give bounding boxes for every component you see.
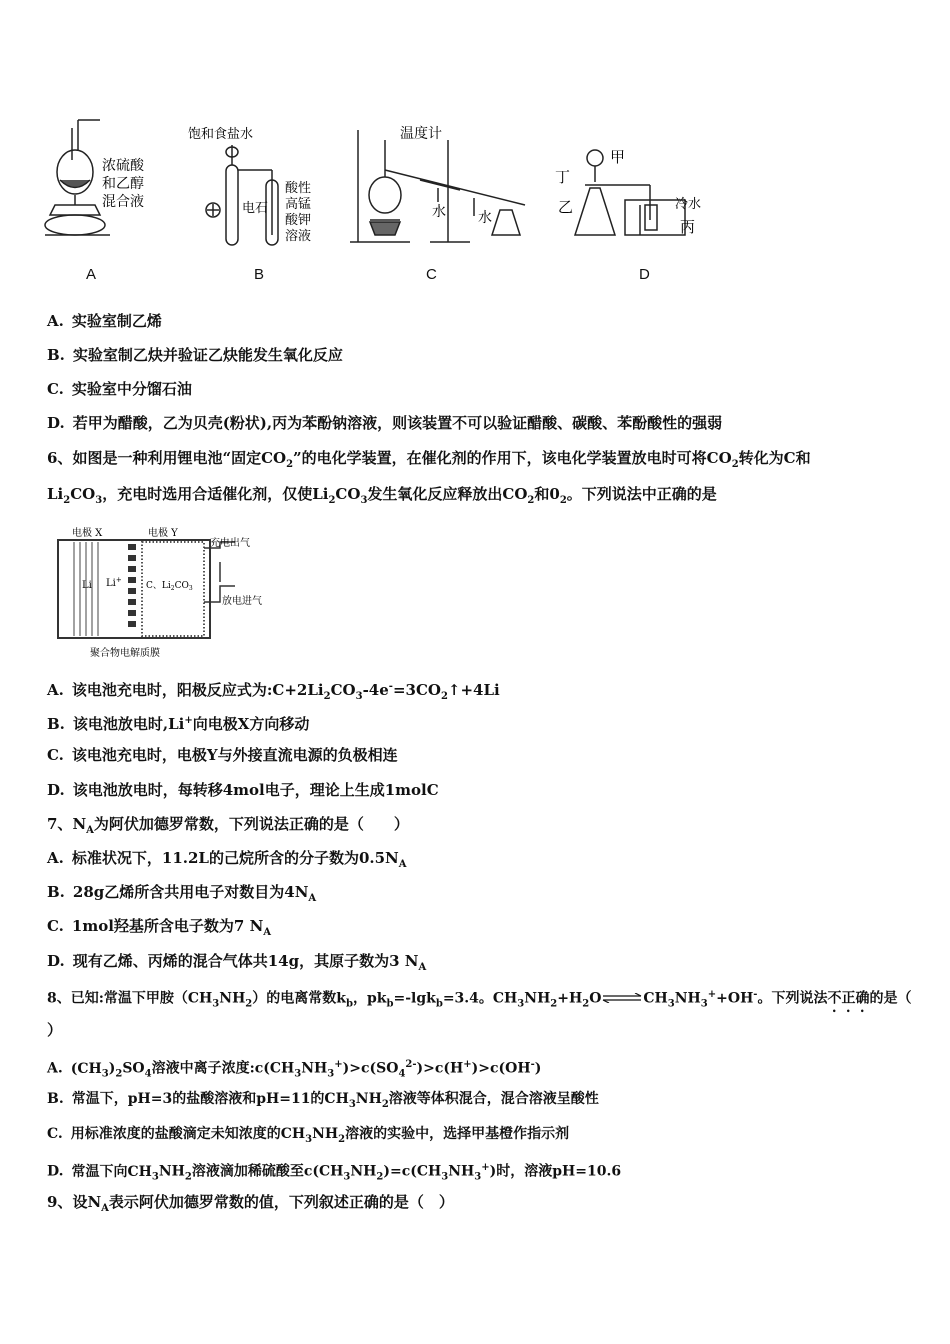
d-yi-label: 乙	[558, 198, 574, 216]
emphasis-not-correct: 不正确	[827, 990, 870, 1007]
q6-option-b: B. 该电池放电时,Li+向电极X方向移动	[47, 715, 310, 733]
c-thermo-label: 温度计	[400, 126, 442, 142]
q5-option-a: A. 实验室制乙烯	[47, 312, 162, 330]
d-ding-label: 丁	[555, 168, 571, 186]
q8-option-a: A. $(CH_3)_2SO_4$溶液中离子浓度$:c(CH_3NH_3^+)>c(SO_4^{2-})>c(H^+)>c(OH^-)$	[47, 1059, 542, 1080]
electrode-x-label: 电极 X	[72, 528, 103, 539]
discharge-in-label: 放电进气	[222, 596, 262, 607]
b-right-2: 高锰	[285, 197, 312, 212]
li-ion-label: Li+	[106, 576, 122, 589]
q5-option-d: D. 若甲为醋酸，乙为贝壳(粉状),丙为苯酚钠溶液，则该装置不可以验证醋酸、碳酸、苯酚酸性的强弱	[47, 414, 723, 432]
b-right-3: 酸钾	[285, 213, 312, 228]
fig-label-a: A	[86, 266, 97, 283]
fig-label-d: D	[639, 266, 650, 283]
q7-option-d: D. 现有乙烯、丙烯的混合气体共14g，其原子数为3 $N_A$	[47, 952, 427, 973]
q7-option-b: B. 28g乙烯所含共用电子对数目为$4N_A$	[47, 883, 317, 904]
q8-option-d: D. 常温下向$CH_3NH_2$溶液滴加稀硫酸至$c(CH_3NH_2)=c(CH_3NH_3^+)$时，溶液pH=10.6	[47, 1162, 622, 1183]
q5-option-c: C. 实验室中分馏石油	[47, 380, 192, 398]
q6-stem-line2: $Li_2CO_3$，充电时选用合适催化剂，仅使$Li_2CO_3$发生氧化反应释放出$CO_2$和$0_2$。下列说法中正确的是	[47, 485, 717, 506]
q6-stem-line1: 6、如图是一种利用锂电池“固定$CO_2$”的电化学装置，在催化剂的作用下，该电化学装置放电时可将$CO_2$转化为C和	[47, 449, 811, 470]
d-cold-label: 冷水	[675, 197, 702, 212]
apparatus-d	[575, 150, 685, 235]
battery-figure	[50, 522, 290, 662]
q9-stem: 9、设$N_A$表示阿伏加德罗常数的值，下列叙述正确的是（ ）	[47, 1193, 454, 1214]
q7-stem: 7、$N_A$为阿伏加德罗常数，下列说法正确的是（ ）	[47, 815, 409, 836]
apparatus-a	[45, 120, 110, 235]
c-li2co3-label: C、$Li_2CO_3$	[146, 581, 193, 592]
membrane-blocks	[128, 544, 136, 627]
q5-option-b: B. 实验室制乙炔并验证乙炔能发生氧化反应	[47, 346, 343, 364]
electrode-y-label: 电极 Y	[148, 528, 178, 539]
c-water-label-2: 水	[478, 210, 492, 226]
li-label: Li	[82, 580, 92, 591]
apparatus-figure	[40, 110, 740, 290]
q6-option-d: D. 该电池放电时，每转移4mol电子，理论上生成1molC	[47, 781, 439, 799]
q7-option-a: A. 标准状况下，11.2L的己烷所含的分子数为$0.5N_A$	[47, 849, 407, 870]
b-top-label: 饱和食盐水	[188, 127, 254, 142]
a-text-2: 和乙醇	[102, 176, 144, 192]
b-right-4: 溶液	[285, 229, 312, 244]
q8-stem-line1: 8、已知:常温下甲胺$(CH_3NH_2)$的电离常数$k_b$，$pk_b=-\lg k_b=3.4$。$CH_3NH_2+H_2O$ $CH_3NH_3^++OH^-$。下列说法不正确的是（	[47, 989, 912, 1010]
q6-option-a: A. 该电池充电时，阳极反应式为$:C+2Li_2CO_3-4e^-=3CO_2↑+4Li$	[47, 681, 500, 702]
apparatus-b	[206, 145, 278, 245]
a-text-1: 浓硫酸	[102, 158, 144, 174]
q7-option-c: C. 1mol羟基所含电子数为7 $N_A$	[47, 917, 272, 938]
b-right-1: 酸性	[285, 181, 312, 196]
charge-out-label: 充电出气	[210, 538, 250, 549]
q8-stem-line2: ）	[47, 1021, 63, 1039]
q8-option-c: C. 用标准浓度的盐酸滴定未知浓度的$CH_3NH_2$溶液的实验中，选择甲基橙作指示剂	[47, 1126, 570, 1145]
apparatus-c	[350, 130, 525, 242]
membrane-label: 聚合物电解质膜	[90, 648, 160, 659]
fig-label-c: C	[426, 266, 437, 283]
d-bing-label: 丙	[680, 218, 696, 236]
d-jia-label: 甲	[610, 148, 626, 166]
a-text-3: 混合液	[102, 194, 144, 210]
q6-option-c: C. 该电池充电时，电极Y与外接直流电源的负极相连	[47, 746, 398, 764]
equilibrium-arrow	[601, 989, 643, 1009]
q8-option-b: B. 常温下，pH=3的盐酸溶液和pH=11的$CH_3NH_2$溶液等体积混合，混合溶液呈酸性	[47, 1091, 599, 1110]
b-calcium-label: 电石	[242, 201, 269, 216]
c-water-label-1: 水	[432, 204, 446, 220]
fig-label-b: B	[254, 266, 265, 283]
